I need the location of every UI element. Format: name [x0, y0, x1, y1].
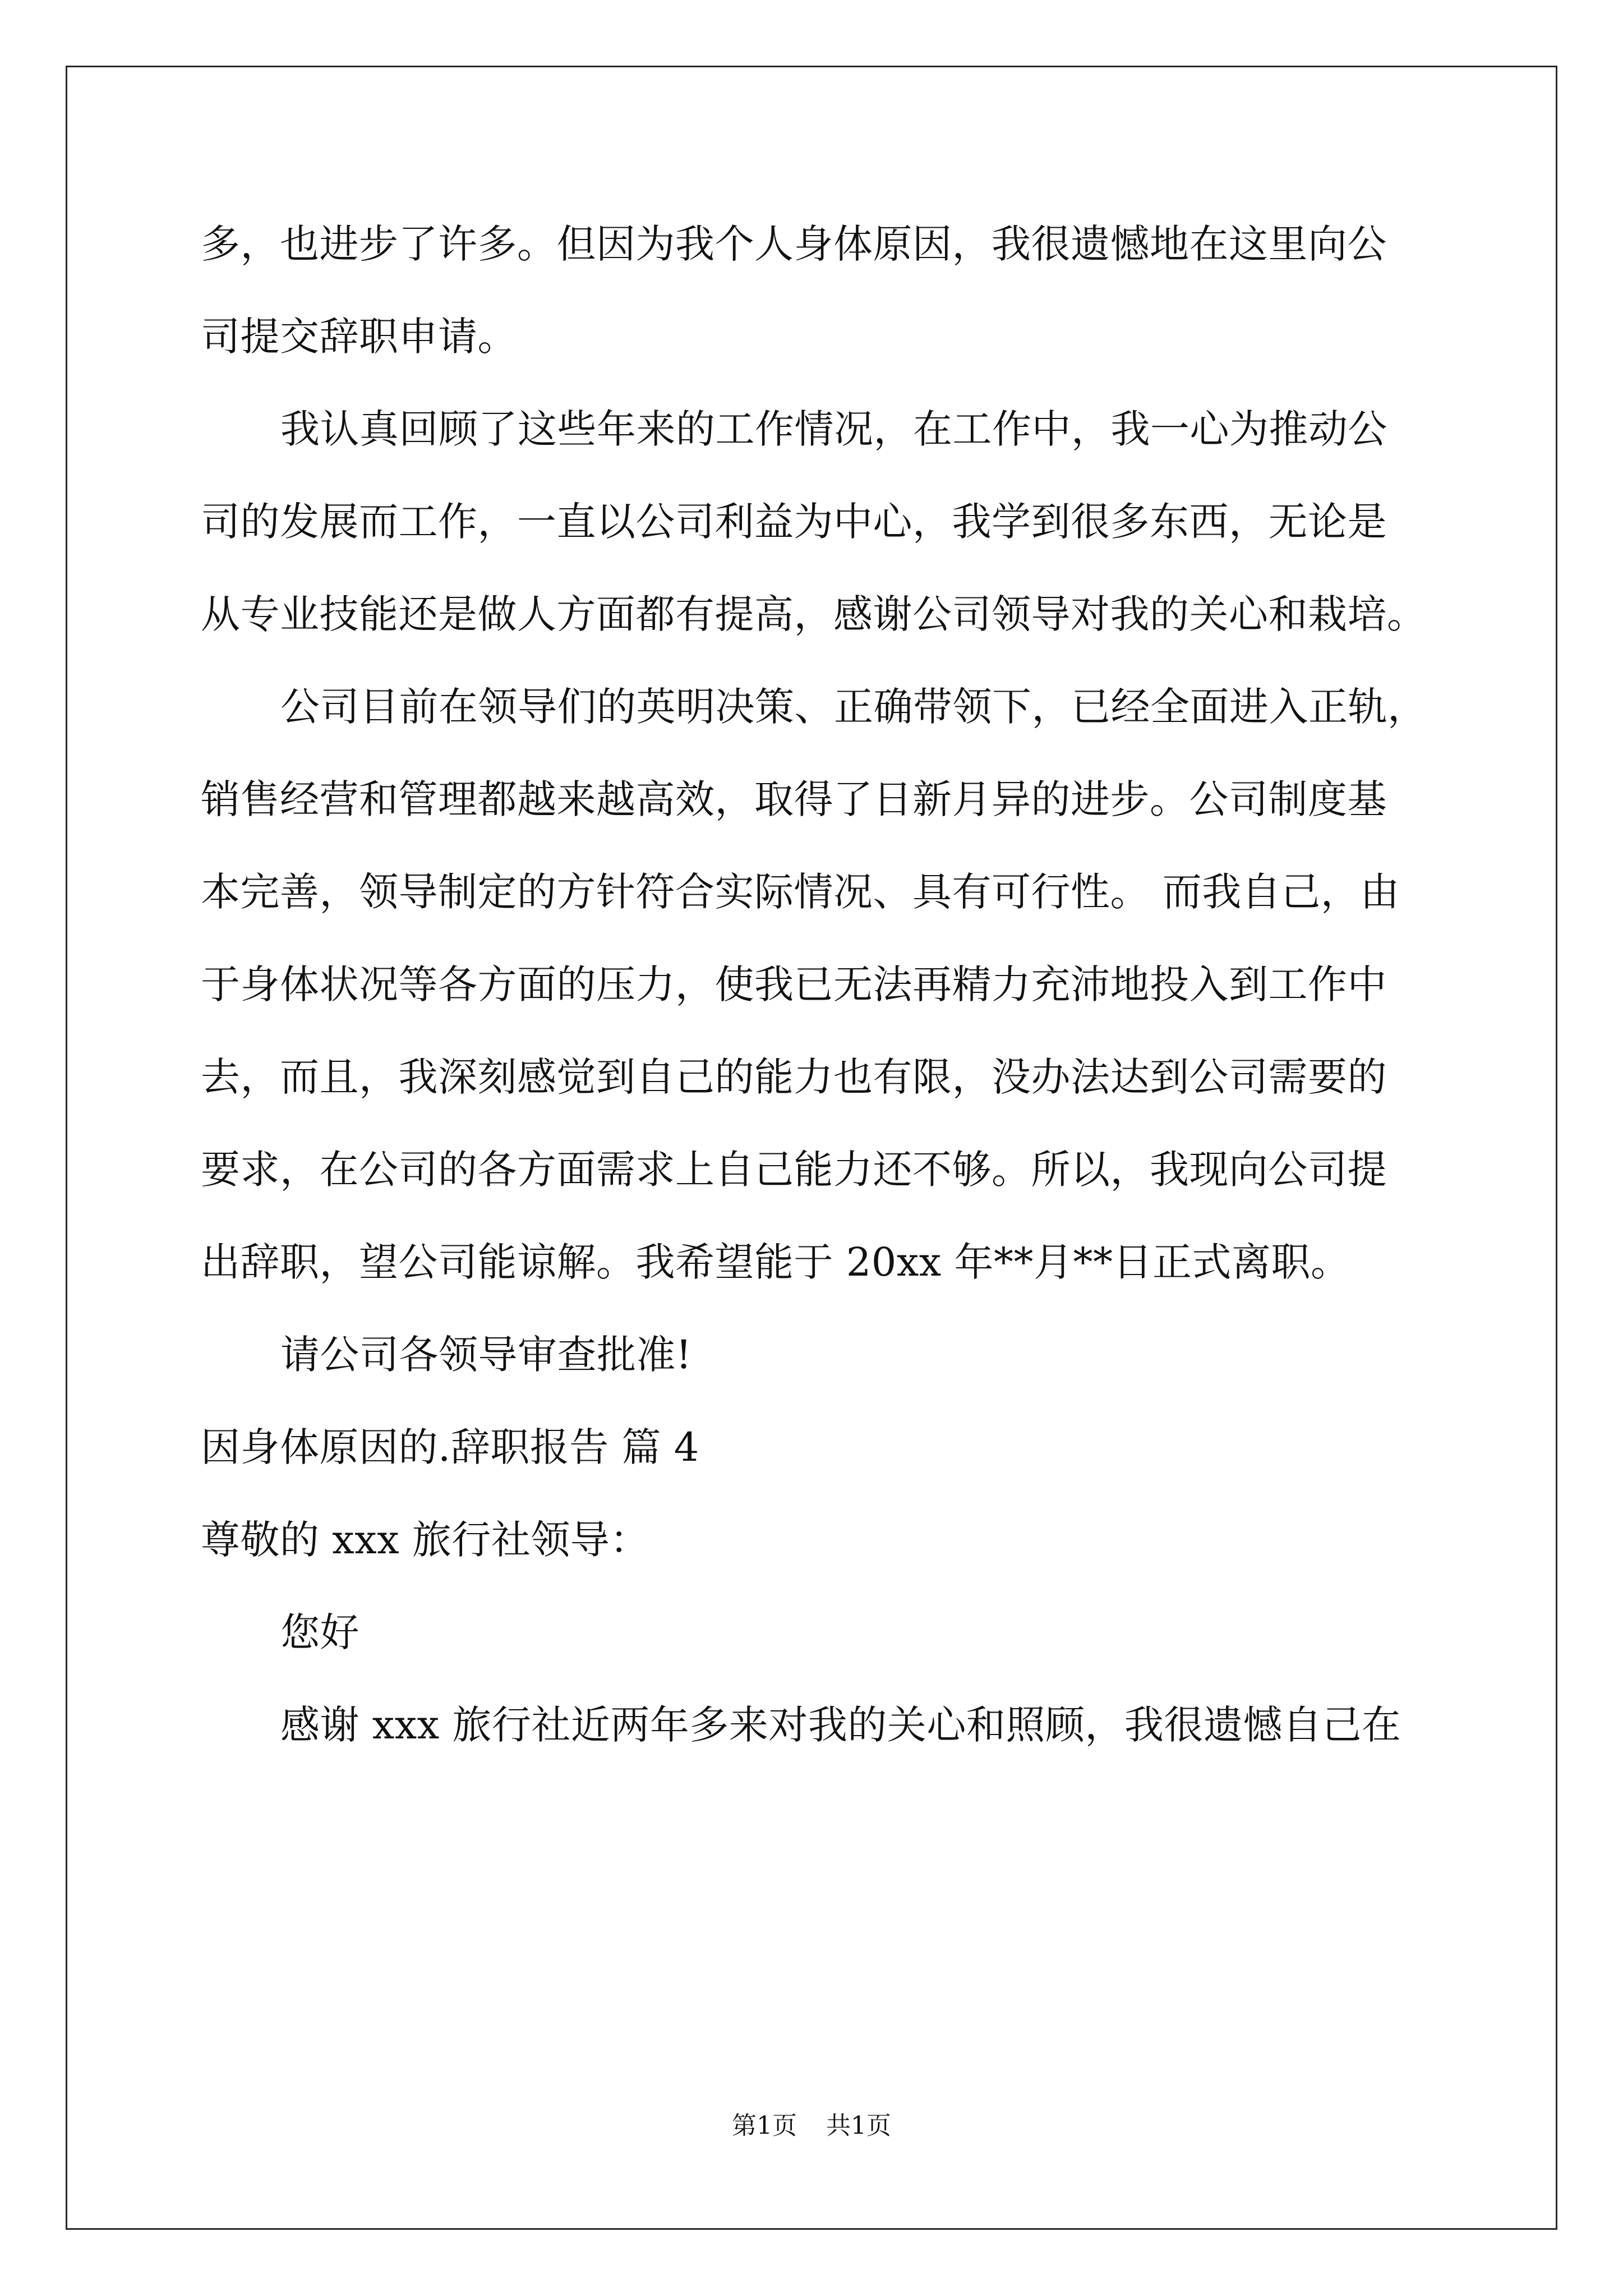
- page-footer: [0, 2109, 1623, 2143]
- salutation: 尊敬的 xxx 旅行社领导：: [201, 1517, 649, 1563]
- text-line: 去，而且，我深刻感觉到自己的能力也有限，没办法达到公司需要的: [201, 1054, 1387, 1100]
- text-line: 销售经营和管理都越来越高效，取得了日新月异的进步。公司制度基: [201, 776, 1387, 822]
- paragraph-start: 感谢 xxx 旅行社近两年多来对我的关心和照顾，我很遗憾自己在: [280, 1702, 1401, 1748]
- page-number: 第1页: [732, 2111, 797, 2140]
- text-line: 于身体状况等各方面的压力，使我已无法再精力充沛地投入到工作中: [201, 961, 1387, 1007]
- text-line: 要求，在公司的各方面需求上自己能力还不够。所以，我现向公司提: [201, 1147, 1387, 1193]
- text-line: 出辞职，望公司能谅解。我希望能于 20xx 年**月**日正式离职。: [201, 1239, 1350, 1285]
- text-line: 司的发展而工作，一直以公司利益为中心，我学到很多东西，无论是: [201, 499, 1387, 545]
- text-line: 多，也进步了许多。但因为我个人身体原因，我很遗憾地在这里向公: [201, 221, 1387, 267]
- text-line: 从专业技能还是做人方面都有提高，感谢公司领导对我的关心和栽培。: [201, 591, 1427, 637]
- page-total: 共1页: [826, 2111, 891, 2140]
- text-line: 本完善，领导制定的方针符合实际情况、具有可行性。 而我自己，由: [201, 869, 1400, 915]
- paragraph-start: 我认真回顾了这些年来的工作情况，在工作中，我一心为推动公: [280, 406, 1387, 452]
- text-line: 司提交辞职申请。: [201, 314, 517, 360]
- greeting: 您好: [280, 1609, 359, 1655]
- paragraph-start: 公司目前在领导们的英明决策、正确带领下，已经全面进入正轨，: [280, 684, 1427, 730]
- section-heading: 因身体原因的.辞职报告 篇 4: [201, 1424, 699, 1470]
- closing-request: 请公司各领导审查批准!: [280, 1332, 692, 1378]
